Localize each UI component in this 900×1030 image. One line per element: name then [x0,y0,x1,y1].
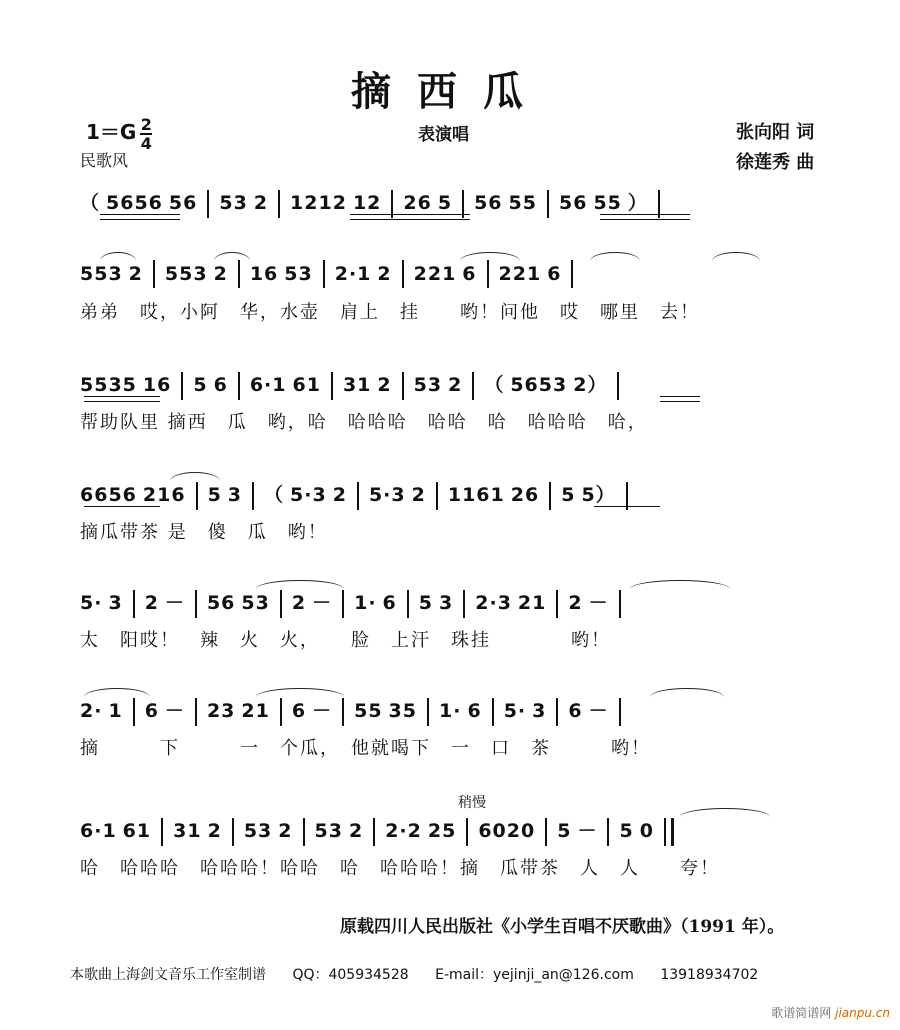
note-group: 53 [413,374,443,396]
note-group: 2 [253,192,269,214]
barline [427,698,429,726]
note-group: 2· [80,700,103,722]
barline [232,818,234,846]
note-group: 6 [467,700,482,722]
notation-line [80,260,583,288]
performance-type: 表演唱 [418,125,469,145]
rhythm-underline [594,506,660,507]
note-group: 12 [352,192,382,214]
barline [472,372,474,400]
rhythm-underline [660,396,700,402]
note-group: 16 [249,262,279,285]
time-signature: $\frac{2}{4}$ [140,114,152,153]
lyricist-credit: 张向阳 词 [736,122,815,143]
note-group: 56 [558,192,588,214]
barline [323,260,325,288]
note-group: 2 [568,592,583,614]
barline [280,698,282,726]
note-group: 2 [144,592,159,614]
note-group: 5 [207,484,222,506]
barline [238,372,240,400]
note-group: 5·3 [368,484,406,506]
credit-text: 本歌曲上海剑文音乐工作室制谱 [70,967,266,983]
note-group: 61 [122,820,152,842]
barline [331,372,333,400]
note-group: 2·3 [475,592,512,614]
note-group: 2 [448,374,463,396]
slur-arc [630,580,730,589]
rhythm-underline [100,214,180,220]
barline [407,590,409,618]
notation-line [80,588,631,618]
barline [617,372,619,400]
slur-arc [84,688,150,697]
slur-arc [590,252,640,261]
note-group: 5·3 [290,484,327,506]
note-group: 0 [639,820,654,842]
style-label: 民歌风 [80,151,129,170]
note-group: 6 [144,700,159,722]
key-signature [86,116,152,151]
barline [547,190,549,218]
barline [303,818,305,846]
barline [207,190,209,218]
note-group: 6 [382,592,397,614]
note-group: 6 [462,262,477,285]
barline [133,590,135,618]
note-group: 5 [557,820,572,842]
note-group: 221 [498,262,542,285]
barline [545,818,547,846]
note-group: 55 [354,700,383,722]
note-group: 56 [206,592,236,614]
barline [278,190,280,218]
note-group: 6 [213,374,228,396]
tempo-mark: 稍慢 [458,795,486,811]
note-group: 2 [332,484,347,506]
rhythm-underline [84,396,160,402]
note-group: 2 [278,820,293,842]
lyrics-line: 太 阳哎！ 辣 火 火， 脸 上汗 珠挂 哟！ [80,630,611,651]
barline [373,818,375,846]
note-group: 2 [291,592,307,614]
barline [549,482,551,510]
note-group: 5· [80,592,103,614]
note-group: 2） [573,374,608,396]
note-group: 1161 [447,484,505,506]
source-note: 原载四川人民出版社《小学生百唱不厌歌曲》（1991 年）。 [340,917,785,937]
key-label: 1＝G [86,120,137,144]
note-group: 3 [108,592,123,614]
slur-arc [650,688,724,697]
barline [463,590,465,618]
slur-arc [680,808,770,817]
notation-line [80,370,629,400]
watermark [771,1004,890,1021]
note-group: 56 [474,192,503,214]
note-group: 216 [142,484,186,506]
lyrics-line: 弟弟 哎，小阿 华，水壶 肩上 挂 哟！问他 哎 哪里 去！ [80,302,700,323]
note-group: 23 [206,700,236,722]
barline [280,590,282,618]
note-group: 2 [213,262,228,285]
note-group: － [588,592,609,614]
watermark-site: 歌谱简谱网 [771,1006,832,1020]
note-group: 5 [418,592,434,614]
barline [619,590,621,618]
note-group: ） [627,192,648,214]
barline [492,698,494,726]
note-group: 553 [164,262,208,285]
note-group: 53 [243,820,273,842]
note-group: 31 [342,374,372,396]
rhythm-underline [84,506,160,507]
note-group: － [164,592,185,614]
lyrics-line: 摘 下 一 个瓜， 他就喝下 一 口 茶 哟！ [80,738,651,759]
note-group: 26 [510,484,540,506]
final-barline [664,818,674,846]
slur-arc [256,580,344,589]
note-group: － [312,592,333,614]
barline [196,482,198,510]
note-group: 53 [241,592,270,614]
rhythm-underline [600,214,690,220]
note-group: 1212 [290,192,347,214]
slur-arc [460,252,520,261]
note-group: 2 [377,262,392,285]
barline [619,698,621,726]
barline [487,260,489,288]
note-group: 3 [439,592,454,614]
barline [466,818,468,846]
slur-arc [256,688,344,697]
note-group: 5535 [80,374,137,396]
barline [238,260,240,288]
note-group: 221 [413,262,457,285]
note-group: 2 [348,820,364,842]
phone-text: 13918934702 [660,967,759,983]
barline [556,590,558,618]
note-group: 55 [593,192,622,214]
barline [342,698,344,726]
note-group: 56 [168,192,198,214]
note-group: 35 [388,700,417,722]
note-group: － [164,700,185,722]
barline [571,260,573,288]
note-group: 2·2 [385,820,422,842]
note-group: 2 [377,374,392,396]
note-group: 5653 [510,374,568,396]
barline [181,372,183,400]
barline [607,818,609,846]
barline [133,698,135,726]
note-group: 61 [292,374,321,396]
barline [342,590,344,618]
lyrics-line: 帮助队里 摘西 瓜 哟，哈 哈哈哈 哈哈 哈 哈哈哈 哈， [80,412,648,433]
barline [357,482,359,510]
note-group: 25 [427,820,457,842]
note-group: 6·1 [80,820,117,842]
note-group: 5656 [106,192,163,214]
notation-line [80,816,674,846]
note-group: 53 [314,820,343,842]
slur-arc [100,252,136,261]
barline [153,260,155,288]
note-group: 2 [207,820,222,842]
note-group: － [577,820,598,842]
note-group: 553 [80,262,123,285]
note-group: 5 [193,374,208,396]
page-title: 摘西瓜 [351,68,549,115]
note-group: 26 [403,192,432,214]
barline [402,260,404,288]
note-group: 3 [227,484,243,506]
note-group: 1 [108,700,123,722]
note-group: 53 [219,192,248,214]
note-group: 6·1 [249,374,287,396]
footer [70,964,780,984]
note-group: 5 [619,820,634,842]
note-group: 2 [128,262,143,285]
slur-arc [214,252,250,261]
barline [252,482,254,510]
note-group: 16 [142,374,172,396]
notation-line [80,696,631,726]
lyrics-line: 哈 哈哈哈 哈哈哈！哈哈 哈 哈哈哈！摘 瓜带茶 人 人 夸！ [80,858,720,879]
note-group: 55 [508,192,537,214]
watermark-brand: jianpu.cn [835,1006,890,1020]
note-group: 5 [437,192,453,214]
slur-arc [712,252,760,261]
note-group: 6656 [80,484,137,506]
note-group: 5· [503,700,527,722]
note-group: 6 [547,262,562,285]
note-group: 3 [532,700,547,722]
note-group: 2 [411,484,426,506]
note-group: 6020 [478,820,536,842]
note-group: 21 [241,700,270,722]
composer-credit: 徐莲秀 曲 [736,152,815,173]
note-group: （ [264,484,285,506]
note-group: 53 [284,262,313,285]
barline [195,590,197,618]
note-group: 6 [291,700,307,722]
barline [436,482,438,510]
rhythm-underline [350,214,470,220]
notation-line [80,480,638,510]
note-group: 2·1 [334,262,372,285]
note-group: （ [484,374,505,396]
lyrics-line: 摘瓜带茶 是 傻 瓜 哟！ [80,522,328,543]
barline [402,372,404,400]
email-link[interactable]: E-mail：yejinji_an@126.com [435,967,634,983]
barline [195,698,197,726]
note-group: 5 [561,484,576,506]
note-group: 6 [568,700,583,722]
qq-text: QQ：405934528 [292,967,409,983]
note-group: 5） [581,484,616,506]
slur-arc [170,472,220,481]
note-group: － [588,700,609,722]
note-group: 1· [439,700,462,722]
barline [161,818,163,846]
note-group: （ [80,192,101,214]
barline [556,698,558,726]
note-group: 1· [354,592,377,614]
note-group: － [312,700,333,722]
note-group: 31 [173,820,202,842]
note-group: 21 [517,592,547,614]
